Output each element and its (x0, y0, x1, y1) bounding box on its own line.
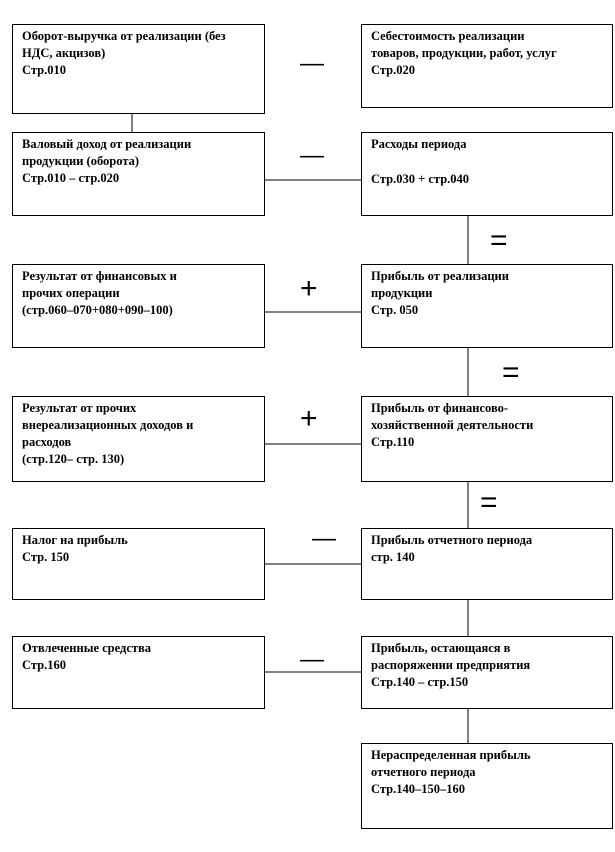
box-diverted-funds (12, 636, 265, 709)
box-line: продукции (371, 286, 433, 300)
box-line: Прибыль отчетного периода (371, 533, 533, 547)
box-line: Стр.110 (371, 435, 415, 449)
box-line: Прибыль от реализации (371, 269, 509, 283)
box-line: (стр.120– стр. 130) (22, 452, 125, 466)
box-line: расходов (22, 435, 72, 449)
box-line: распоряжении предприятия (371, 658, 531, 672)
box-line: товаров, продукции, работ, услуг (371, 46, 557, 60)
box-line: отчетного периода (371, 765, 476, 779)
box-line: Отвлеченные средства (22, 641, 152, 655)
box-retained-profit (361, 743, 613, 829)
box-line: Прибыль, остающаяся в (371, 641, 511, 655)
box-line: Себестоимость реализации (371, 29, 525, 43)
box-line: Нераспределенная прибыль (371, 748, 531, 762)
box-line: Стр.140–150–160 (371, 782, 465, 796)
box-line: Стр.020 (371, 63, 415, 77)
box-line: Стр.160 (22, 658, 66, 672)
box-line: Оборот-выручка от реализации (без (22, 29, 226, 43)
operator-equals: = (490, 224, 508, 257)
box-line: прочих операции (22, 286, 120, 300)
box-line: Налог на прибыль (22, 533, 128, 547)
box-line: стр. 140 (371, 550, 415, 564)
box-reporting-profit (361, 528, 613, 600)
operator-plus: + (300, 402, 318, 435)
operator-minus: — (300, 142, 324, 169)
box-line: Результат от финансовых и (22, 269, 177, 283)
box-sales-profit (361, 264, 613, 348)
box-revenue (12, 24, 265, 114)
operator-plus: + (300, 272, 318, 305)
operator-minus: — (312, 525, 336, 552)
operator-equals: = (480, 486, 498, 519)
box-line: Прибыль от финансово- (371, 401, 509, 415)
operator-equals: = (502, 356, 520, 389)
box-line: хозяйственной деятельности (371, 418, 534, 432)
box-line: Валовый доход от реализации (22, 137, 192, 151)
box-period-expenses (361, 132, 613, 216)
box-fin-econ-profit (361, 396, 613, 482)
box-line: Стр.010 – стр.020 (22, 171, 120, 185)
box-line: Стр.140 – стр.150 (371, 675, 469, 689)
box-gross-income (12, 132, 265, 216)
box-line: НДС, акцизов) (22, 46, 106, 60)
box-line: Стр. 050 (371, 303, 419, 317)
box-line: Результат от прочих (22, 401, 137, 415)
box-remaining-profit (361, 636, 613, 709)
box-non-operating (12, 396, 265, 482)
box-line: (стр.060–070+080+090–100) (22, 303, 173, 317)
box-income-tax (12, 528, 265, 600)
box-line: Стр.030 + стр.040 (371, 172, 470, 186)
box-line: внереализационных доходов и (22, 418, 194, 432)
box-line: продукции (оборота) (22, 154, 140, 168)
operator-minus: — (300, 50, 324, 77)
box-line: Стр. 150 (22, 550, 70, 564)
box-line: Расходы периода (371, 137, 467, 151)
box-financial-ops (12, 264, 265, 348)
box-cost (361, 24, 613, 108)
operator-minus: — (300, 646, 324, 673)
box-line: Стр.010 (22, 63, 66, 77)
